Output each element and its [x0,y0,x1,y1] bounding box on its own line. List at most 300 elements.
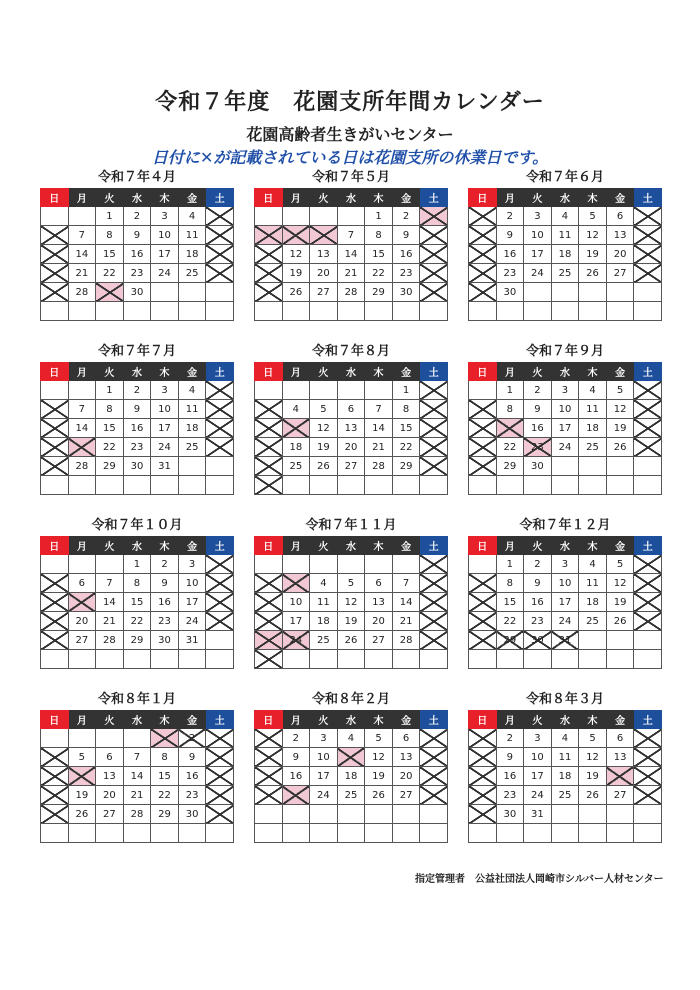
empty-cell [579,302,607,321]
day-cell [634,245,662,264]
weekday-header: 金 [606,189,634,207]
day-cell: 1 [392,381,420,400]
day-cell [255,748,283,767]
weekday-header: 水 [123,363,151,381]
day-cell: 4 [178,207,206,226]
day-cell: 18 [282,438,310,457]
weekday-header: 火 [310,189,338,207]
day-cell: 10 [282,593,310,612]
day-cell: 19 [579,245,607,264]
day-cell: 5 [579,729,607,748]
day-cell: 27 [392,786,420,805]
empty-cell [524,283,552,302]
empty-cell [68,302,96,321]
day-cell [206,786,234,805]
day-cell [151,729,179,748]
day-cell: 16 [123,419,151,438]
day-cell: 3 [178,555,206,574]
empty-cell [365,650,393,669]
day-cell [469,767,497,786]
day-cell: 18 [178,245,206,264]
day-cell: 27 [337,457,365,476]
day-cell: 26 [579,786,607,805]
day-cell: 9 [123,226,151,245]
day-cell: 9 [392,226,420,245]
weekday-header: 日 [469,537,497,555]
month-table [40,710,234,843]
day-cell: 8 [365,226,393,245]
week-row [41,476,234,495]
empty-cell [41,302,69,321]
day-cell: 31 [524,805,552,824]
day-cell: 8 [151,748,179,767]
empty-cell [178,283,206,302]
day-cell: 8 [123,574,151,593]
empty-cell [634,476,662,495]
empty-cell [469,650,497,669]
day-cell: 5 [337,574,365,593]
week-row [41,207,234,226]
day-cell: 20 [96,786,124,805]
month-calendar [40,516,234,669]
month-title: 令和７年１０月 [91,518,183,533]
day-cell: 31 [551,631,579,650]
day-cell [469,245,497,264]
empty-cell [282,824,310,843]
day-cell: 26 [579,264,607,283]
day-cell [420,574,448,593]
day-cell [282,226,310,245]
empty-cell [337,805,365,824]
day-cell [41,805,69,824]
week-row [41,419,234,438]
day-cell: 1 [96,381,124,400]
day-cell: 26 [68,805,96,824]
empty-cell [496,824,524,843]
week-row [41,457,234,476]
day-cell: 31 [151,457,179,476]
day-cell [68,593,96,612]
day-cell: 12 [337,593,365,612]
weekday-header: 土 [634,711,662,729]
day-cell: 25 [337,786,365,805]
day-cell [420,207,448,226]
empty-cell [337,650,365,669]
day-cell [282,574,310,593]
day-cell: 30 [524,631,552,650]
day-cell: 29 [496,631,524,650]
day-cell: 25 [551,786,579,805]
week-row [255,302,448,321]
day-cell: 4 [282,400,310,419]
week-row [469,400,662,419]
day-cell [469,419,497,438]
weekday-header: 土 [634,363,662,381]
day-cell: 21 [96,612,124,631]
empty-cell [420,302,448,321]
month-title: 令和７年１１月 [305,518,397,533]
week-row [469,786,662,805]
weekday-header: 日 [255,363,283,381]
day-cell: 9 [123,400,151,419]
empty-cell [634,805,662,824]
empty-cell [496,302,524,321]
empty-cell [392,476,420,495]
empty-cell [310,650,338,669]
empty-cell [365,476,393,495]
day-cell: 12 [579,748,607,767]
empty-cell [123,650,151,669]
day-cell: 26 [310,457,338,476]
weekday-header-row [255,189,448,207]
weekday-header: 金 [178,711,206,729]
day-cell [41,264,69,283]
closure-notice [0,145,700,168]
day-cell [206,805,234,824]
empty-cell [41,555,69,574]
weekday-header: 水 [551,537,579,555]
empty-cell [96,555,124,574]
week-row [255,612,448,631]
day-cell [634,748,662,767]
day-cell: 15 [96,419,124,438]
day-cell: 10 [524,748,552,767]
empty-cell [551,457,579,476]
day-cell: 9 [524,400,552,419]
day-cell: 16 [282,767,310,786]
empty-cell [41,824,69,843]
empty-cell [634,824,662,843]
empty-cell [420,805,448,824]
month-table [40,536,234,669]
empty-cell [41,381,69,400]
weekday-header: 水 [551,711,579,729]
day-cell [469,283,497,302]
day-cell: 29 [496,457,524,476]
weekday-header: 土 [420,711,448,729]
empty-cell [365,381,393,400]
week-row [469,419,662,438]
day-cell [634,555,662,574]
week-row [469,302,662,321]
empty-cell [606,631,634,650]
day-cell: 18 [337,767,365,786]
empty-cell [606,824,634,843]
day-cell: 18 [551,767,579,786]
day-cell [255,419,283,438]
weekday-header: 水 [337,537,365,555]
week-row [469,574,662,593]
month-calendar [254,342,448,495]
empty-cell [579,805,607,824]
empty-cell [469,555,497,574]
day-cell: 20 [68,612,96,631]
day-cell: 28 [68,283,96,302]
day-cell: 17 [524,767,552,786]
empty-cell [151,302,179,321]
weekday-header: 月 [282,537,310,555]
weekday-header-row [255,711,448,729]
week-row [469,245,662,264]
day-cell: 7 [392,574,420,593]
day-cell [634,207,662,226]
week-row [255,631,448,650]
day-cell: 19 [365,767,393,786]
weekday-header: 水 [123,189,151,207]
empty-cell [420,476,448,495]
empty-cell [337,207,365,226]
day-cell [96,283,124,302]
month-title: 令和８年２月 [311,692,390,707]
day-cell [469,631,497,650]
day-cell: 19 [68,786,96,805]
day-cell [255,283,283,302]
day-cell: 9 [496,226,524,245]
day-cell: 19 [606,593,634,612]
weekday-header: 金 [392,537,420,555]
page-title: 令和７年度 花園支所年間カレンダー [155,90,545,115]
month-calendar [254,168,448,321]
day-cell: 11 [310,593,338,612]
week-row [255,593,448,612]
week-row [41,400,234,419]
week-row [41,555,234,574]
day-cell: 26 [606,612,634,631]
day-cell: 30 [496,283,524,302]
weekday-header: 木 [365,189,393,207]
day-cell: 25 [579,438,607,457]
empty-cell [392,805,420,824]
day-cell: 26 [337,631,365,650]
day-cell: 13 [392,748,420,767]
day-cell: 15 [96,245,124,264]
empty-cell [606,283,634,302]
day-cell: 30 [392,283,420,302]
empty-cell [551,283,579,302]
week-row [469,283,662,302]
day-cell [282,786,310,805]
day-cell: 12 [579,226,607,245]
day-cell [255,574,283,593]
empty-cell [282,476,310,495]
day-cell [255,400,283,419]
day-cell: 16 [524,419,552,438]
empty-cell [551,476,579,495]
day-cell [206,748,234,767]
day-cell [41,593,69,612]
day-cell: 9 [524,574,552,593]
day-cell: 5 [606,381,634,400]
day-cell [255,245,283,264]
weekday-header: 土 [206,537,234,555]
day-cell: 9 [496,748,524,767]
week-row [469,381,662,400]
weekday-header-row [41,363,234,381]
day-cell: 24 [524,264,552,283]
day-cell: 17 [310,767,338,786]
day-cell: 24 [551,438,579,457]
day-cell: 3 [524,207,552,226]
day-cell: 6 [96,748,124,767]
day-cell [41,283,69,302]
empty-cell [469,824,497,843]
day-cell [206,729,234,748]
empty-cell [337,555,365,574]
day-cell: 4 [579,555,607,574]
day-cell: 16 [524,593,552,612]
day-cell: 2 [282,729,310,748]
week-row [255,245,448,264]
day-cell [206,207,234,226]
empty-cell [551,824,579,843]
day-cell: 15 [496,593,524,612]
day-cell [420,729,448,748]
week-row [255,786,448,805]
day-cell [282,419,310,438]
empty-cell [123,476,151,495]
week-row [469,438,662,457]
day-cell: 17 [551,593,579,612]
day-cell: 27 [365,631,393,650]
week-row [41,650,234,669]
month-calendar [40,342,234,495]
day-cell: 21 [337,264,365,283]
day-cell: 6 [68,574,96,593]
day-cell [634,264,662,283]
day-cell: 3 [551,555,579,574]
day-cell: 5 [310,400,338,419]
day-cell: 21 [365,438,393,457]
day-cell: 17 [178,593,206,612]
empty-cell [178,650,206,669]
empty-cell [634,302,662,321]
weekday-header: 火 [96,363,124,381]
day-cell: 25 [551,264,579,283]
day-cell: 14 [337,245,365,264]
day-cell: 14 [68,245,96,264]
day-cell [469,264,497,283]
day-cell [206,438,234,457]
day-cell [469,574,497,593]
day-cell: 11 [579,574,607,593]
empty-cell [420,650,448,669]
day-cell [255,767,283,786]
day-cell: 25 [178,438,206,457]
week-row [255,805,448,824]
weekday-header: 月 [68,711,96,729]
day-cell: 11 [551,748,579,767]
day-cell: 30 [178,805,206,824]
notice-prefix: 日付に [151,148,200,167]
day-cell [41,574,69,593]
week-row [41,381,234,400]
empty-cell [310,207,338,226]
month-title: 令和７年４月 [97,170,176,185]
week-row [255,400,448,419]
month-table [468,188,662,321]
week-row [41,824,234,843]
week-row [41,264,234,283]
day-cell: 7 [68,400,96,419]
week-row [255,748,448,767]
day-cell [469,226,497,245]
day-cell: 27 [606,786,634,805]
weekday-header: 木 [151,537,179,555]
empty-cell [282,650,310,669]
day-cell [255,226,283,245]
day-cell: 16 [151,593,179,612]
day-cell [420,400,448,419]
day-cell: 7 [337,226,365,245]
empty-cell [337,381,365,400]
weekday-header: 日 [255,537,283,555]
day-cell: 24 [310,786,338,805]
day-cell: 19 [282,264,310,283]
day-cell: 1 [96,207,124,226]
day-cell [206,400,234,419]
day-cell: 29 [392,457,420,476]
day-cell: 18 [551,245,579,264]
day-cell [420,555,448,574]
day-cell [420,419,448,438]
empty-cell [206,824,234,843]
empty-cell [123,824,151,843]
day-cell: 9 [282,748,310,767]
weekday-header: 土 [634,189,662,207]
day-cell: 15 [123,593,151,612]
day-cell: 23 [496,264,524,283]
day-cell [469,400,497,419]
day-cell: 17 [282,612,310,631]
day-cell: 7 [123,748,151,767]
weekday-header: 水 [337,711,365,729]
day-cell: 31 [178,631,206,650]
day-cell: 29 [151,805,179,824]
day-cell: 20 [337,438,365,457]
day-cell [41,767,69,786]
day-cell: 21 [123,786,151,805]
empty-cell [365,555,393,574]
empty-cell [123,729,151,748]
day-cell: 26 [606,438,634,457]
day-cell: 25 [310,631,338,650]
empty-cell [496,476,524,495]
day-cell: 8 [496,574,524,593]
day-cell [469,748,497,767]
week-row [41,302,234,321]
day-cell: 12 [282,245,310,264]
day-cell: 24 [551,612,579,631]
week-row [255,824,448,843]
day-cell: 27 [68,631,96,650]
day-cell: 7 [96,574,124,593]
empty-cell [282,302,310,321]
day-cell [41,400,69,419]
day-cell: 18 [579,419,607,438]
weekday-header: 日 [469,189,497,207]
empty-cell [41,476,69,495]
weekday-header: 木 [579,711,607,729]
day-cell: 25 [178,264,206,283]
empty-cell [524,302,552,321]
day-cell [469,612,497,631]
empty-cell [178,824,206,843]
day-cell [41,438,69,457]
day-cell [634,574,662,593]
cross-mark-icon: ✕ [199,148,214,167]
empty-cell [255,824,283,843]
month-calendar [468,516,662,669]
